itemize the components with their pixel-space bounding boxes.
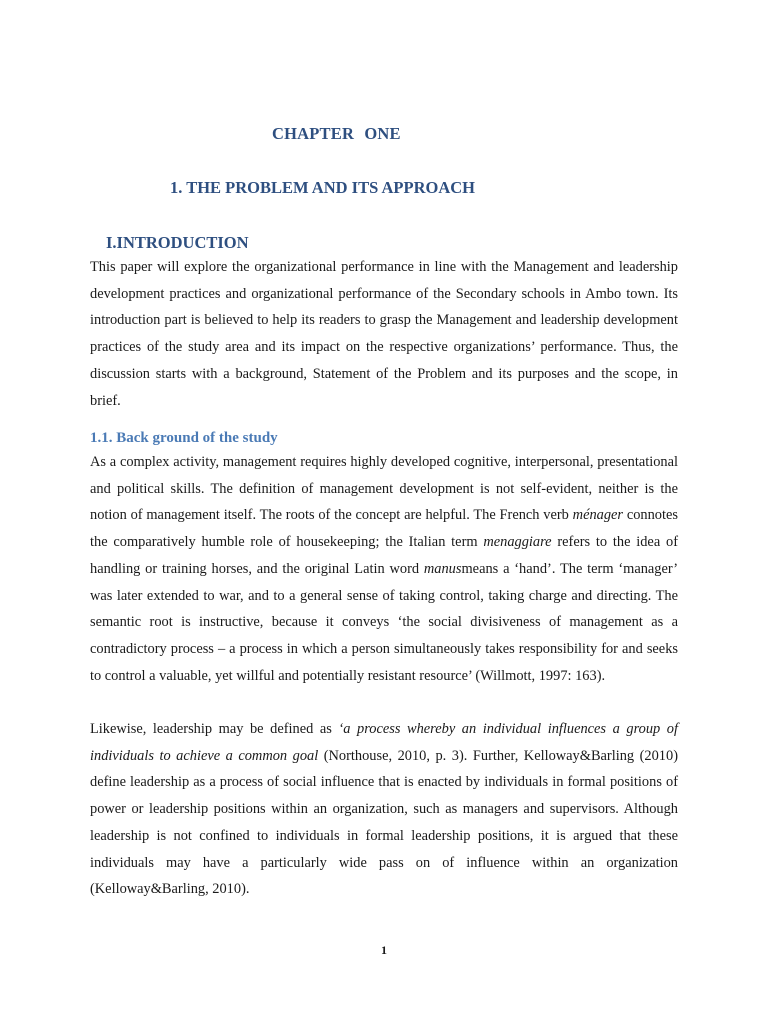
background-text-4: means a ‘hand’. The term ‘manager’ was later extended to war, and to a general sense of taking control, taking charge and directing. The semantic root is instructive, because it conveys ‘the social divisiveness of management as a contradictory process – a process in which a person simultaneously takes responsibility for and seeks to control a valuable, yet willful and potentially resistant resource’ (Willmott, 1997: 163). bbox=[90, 560, 679, 684]
background-heading: 1.1. Back ground of the study bbox=[90, 430, 278, 446]
term-menaggiare: menaggiare bbox=[483, 534, 552, 551]
section-heading: 1. THE PROBLEM AND ITS APPROACH bbox=[170, 178, 475, 197]
leadership-paragraph bbox=[90, 716, 678, 903]
leadership-text-2: (Northouse, 2010, p. 3). Further, Kelloway&Barling (2010) define leadership as a process of social influence that is enacted by individuals in formal positions of power or leadership positions within an organization, such as managers and supervisors. Although leadership is not confined to individuals in formal leadership positions, it is argued that these individuals may have a particularly wide pass on of influence within an organization (Kelloway&Barling, 2010). bbox=[90, 747, 678, 898]
term-manus: manus bbox=[423, 560, 462, 577]
leadership-text-1: Likewise, leadership may be defined as bbox=[90, 721, 339, 737]
background-text-1: As a complex activity, management requires highly developed cognitive, interpersonal, presentational and political skills. The definition of management development is not self-evident, neither is the notion of management itself. The roots of the concept are helpful. The French verb bbox=[90, 454, 678, 524]
background-text-2: connotes the comparatively humble role of housekeeping; the Italian term bbox=[90, 507, 678, 551]
background-text-3: refers to the idea of handling or training horses, and the original Latin word bbox=[90, 534, 678, 577]
page-number: 1 bbox=[381, 943, 387, 957]
background-paragraph bbox=[90, 449, 678, 689]
leadership-definition-quote: ‘a process whereby an individual influences a group of individuals to achieve a common goal bbox=[90, 721, 678, 764]
introduction-paragraph: This paper will explore the organizational performance in line with the Management and leadership development practices and organizational performance of the Secondary schools in Ambo town. Its introduction part is believed to help its readers to grasp the Management and leadership development practices of the study area and its impact on the respective organizations’ performance. Thus, the discussion starts with a background, Statement of the Problem and its purposes and the scope, in brief. bbox=[90, 259, 678, 409]
introduction-heading: I.INTRODUCTION bbox=[106, 233, 249, 252]
chapter-heading: CHAPTER ONE bbox=[272, 124, 401, 143]
term-menager: ménager bbox=[572, 507, 624, 524]
